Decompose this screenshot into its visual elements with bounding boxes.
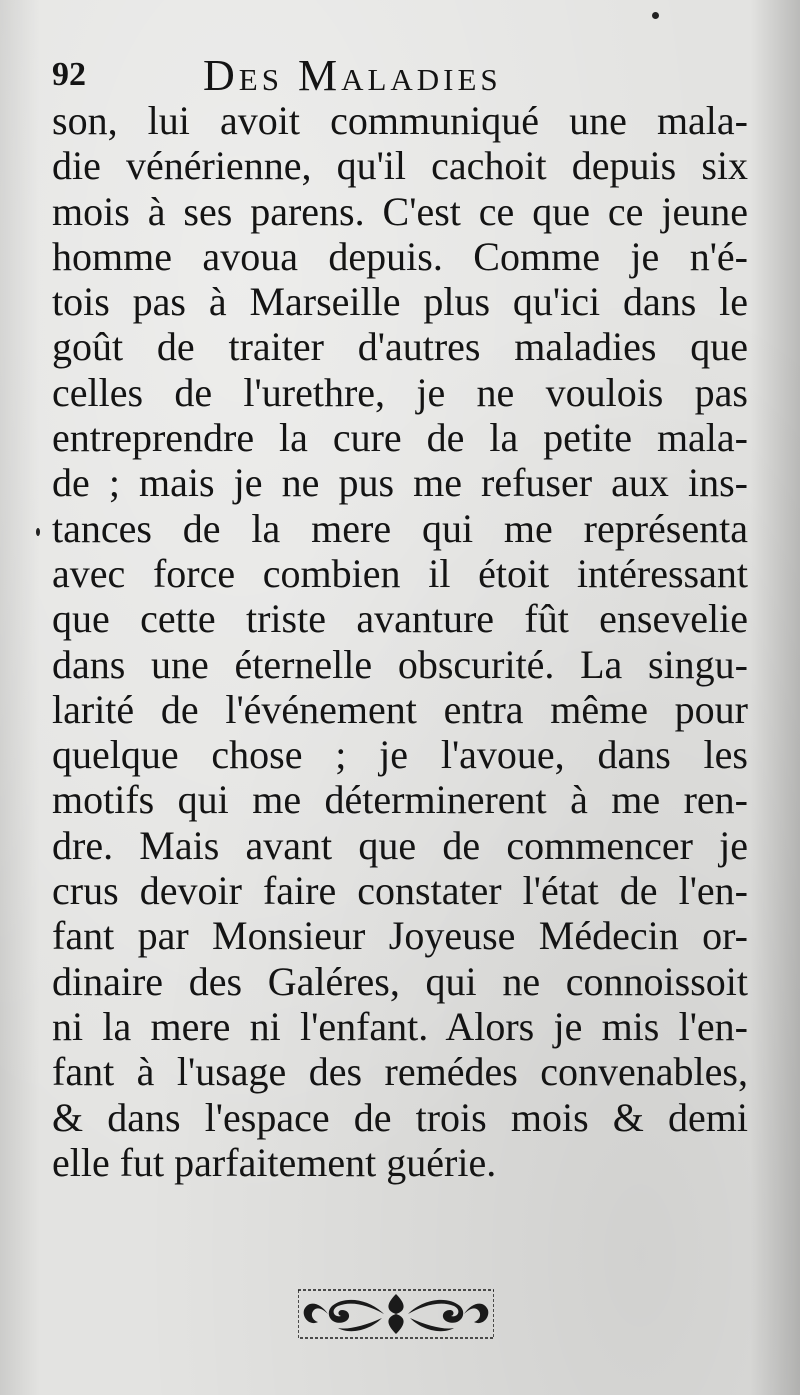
text-line: fant à l'usage des remédes convenables, <box>52 1049 748 1095</box>
text-line: crus devoir faire constater l'état de l'en- <box>52 868 748 914</box>
page-header <box>48 42 748 102</box>
text-line: celles de l'urethre, je ne voulois pas <box>52 369 748 415</box>
text-line: dinaire des Galéres, qui ne connoissoit <box>52 958 748 1004</box>
text-line: homme avoua depuis. Comme je n'é- <box>52 233 748 279</box>
text-line: goût de traiter d'autres maladies que <box>52 324 748 370</box>
text-line: entreprendre la cure de la petite mala- <box>52 415 748 461</box>
text-line: tances de la mere qui me représenta <box>52 505 748 551</box>
ink-speck <box>652 12 659 19</box>
text-line: dans une éternelle obscurité. La singu- <box>52 641 748 687</box>
tailpiece-ornament <box>298 1288 494 1340</box>
text-line: avec force combien il étoit intéressant <box>52 550 748 596</box>
text-line: mois à ses parens. C'est ce que ce jeune <box>52 188 748 234</box>
running-head: Des Maladies <box>203 51 502 100</box>
text-line: & dans l'espace de trois mois & demi <box>52 1094 748 1140</box>
text-line: die vénérienne, qu'il cachoit depuis six <box>52 143 748 189</box>
body-text <box>52 98 748 1185</box>
text-line: motifs qui me déterminerent à me ren- <box>52 777 748 823</box>
text-line: elle fut parfaitement guérie. <box>52 1139 497 1185</box>
ink-speck <box>36 528 40 536</box>
text-line: fant par Monsieur Joyeuse Médecin or- <box>52 913 748 959</box>
text-line: que cette triste avanture fût ensevelie <box>52 596 748 642</box>
text-line: ni la mere ni l'enfant. Alors je mis l'en- <box>52 1003 748 1049</box>
text-line: larité de l'événement entra même pour <box>52 686 748 732</box>
text-line: dre. Mais avant que de commencer je <box>52 822 748 868</box>
text-line: de ; mais je ne pus me refuser aux ins- <box>52 460 748 506</box>
page-number: 92 <box>52 56 86 93</box>
text-line: son, lui avoit communiqué une mala- <box>52 98 748 143</box>
text-line: quelque chose ; je l'avoue, dans les <box>52 732 748 778</box>
text-line: tois pas à Marseille plus qu'ici dans le <box>52 279 748 325</box>
